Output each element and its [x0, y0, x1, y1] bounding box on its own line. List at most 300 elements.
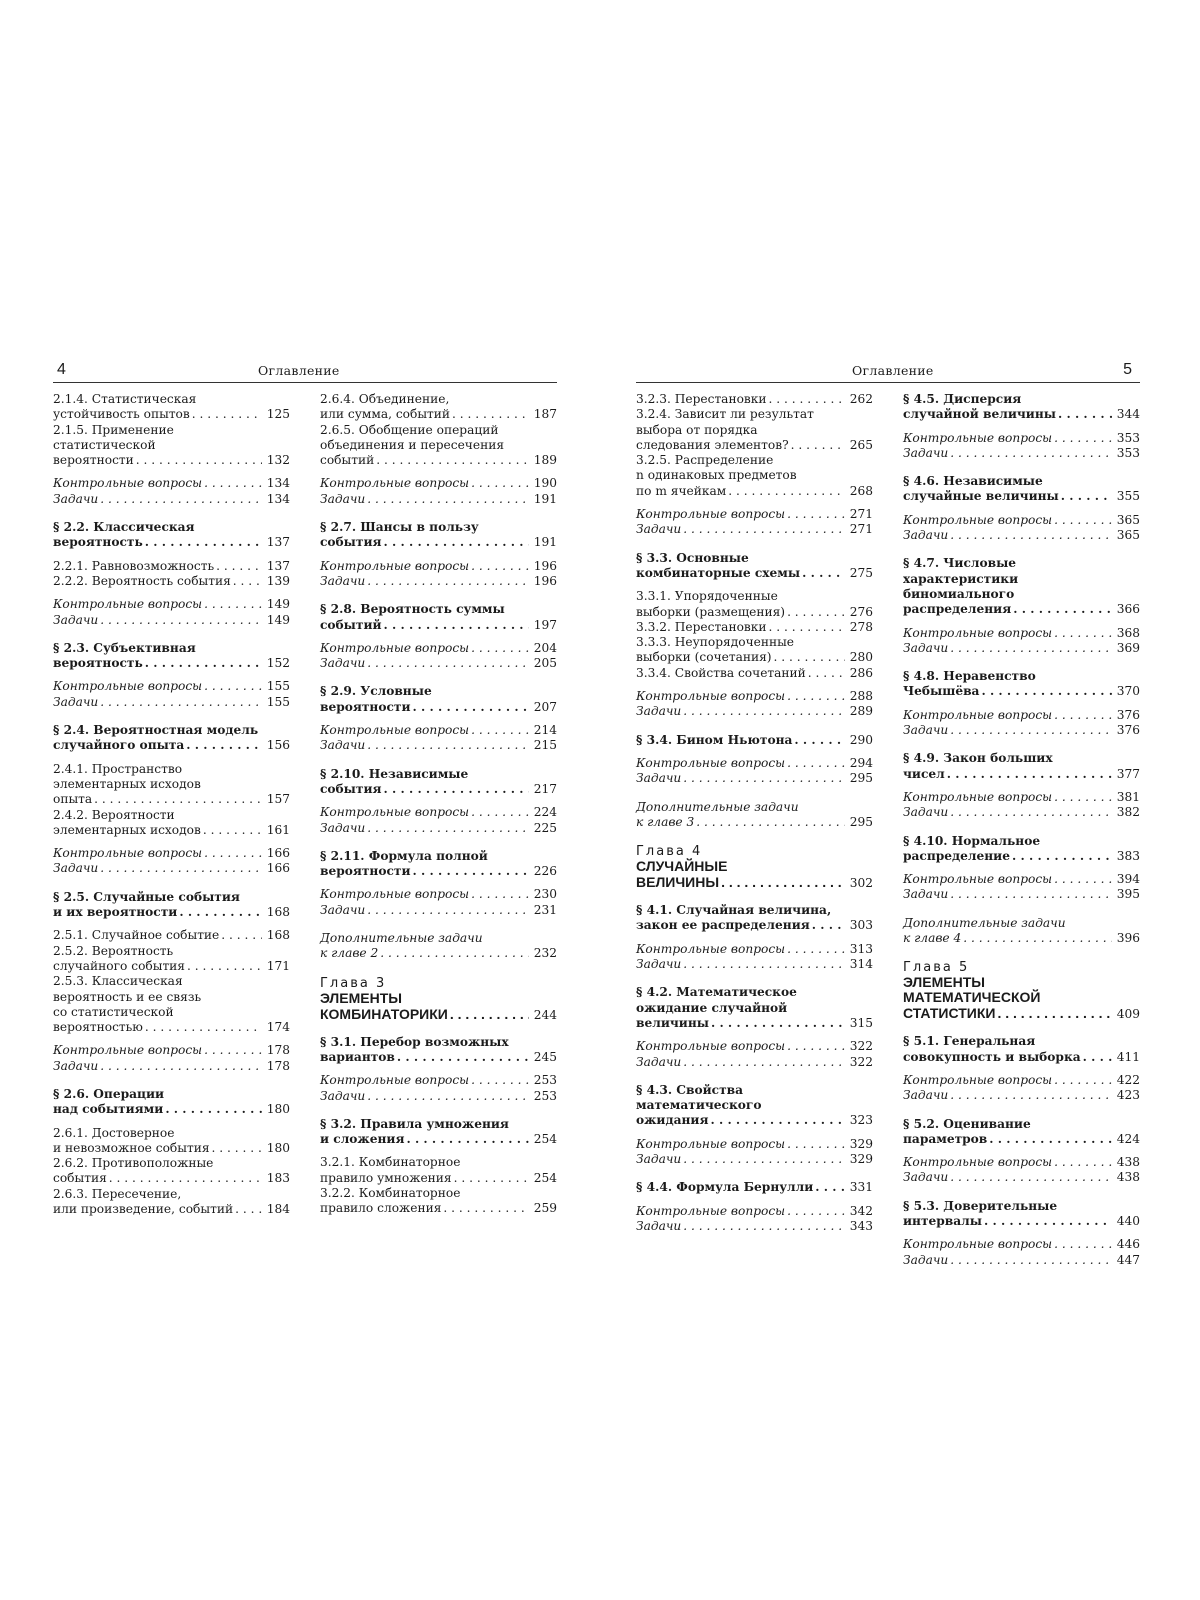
toc-text: опыта	[53, 792, 93, 807]
toc-text: Контрольные вопросы	[53, 1043, 203, 1058]
dot-leader	[413, 864, 530, 879]
toc-line	[53, 738, 290, 753]
toc-text: § 3.3. Основные	[636, 550, 749, 565]
dot-leader	[808, 666, 845, 681]
toc-section	[903, 1117, 1140, 1148]
dot-leader	[471, 887, 529, 902]
toc-exercise-entry	[53, 492, 290, 507]
page-ref: 231	[533, 902, 557, 917]
page-ref: 376	[1116, 723, 1140, 738]
toc-text: § 4.1. Случайная величина,	[636, 903, 832, 918]
page-ref: 156	[266, 738, 290, 753]
page-ref: 184	[266, 1202, 290, 1217]
toc-text: биномиального	[903, 586, 1015, 601]
dot-leader	[812, 918, 845, 933]
dot-leader	[384, 618, 529, 633]
toc-line	[636, 666, 873, 681]
dot-leader	[787, 605, 845, 620]
toc-text: Задачи	[320, 820, 366, 835]
toc-text: по m ячейкам	[636, 483, 727, 498]
dot-leader	[100, 695, 262, 710]
toc-text: n одинаковых предметов	[636, 468, 797, 483]
dot-leader	[1054, 1237, 1112, 1252]
dot-leader	[787, 689, 845, 704]
page-ref: 294	[849, 755, 873, 770]
dot-leader	[204, 679, 262, 694]
toc-line	[53, 574, 290, 589]
toc-line	[903, 872, 1140, 887]
running-title: Оглавление	[852, 363, 934, 378]
toc-line	[53, 679, 290, 694]
dot-leader	[380, 946, 529, 961]
toc-text: 3.2.5. Распределение	[636, 453, 774, 468]
dot-leader	[186, 738, 262, 753]
toc-text: § 2.2. Классическая	[53, 520, 195, 535]
toc-line	[320, 1073, 557, 1088]
page-ref: 383	[1116, 848, 1140, 863]
page-ref: 377	[1116, 766, 1140, 781]
toc-text: 3.3.1. Упорядоченные	[636, 589, 778, 604]
page-ref: 447	[1116, 1252, 1140, 1267]
dot-leader	[443, 1201, 529, 1216]
dot-leader	[683, 1055, 845, 1070]
page-ref: 244	[533, 1007, 557, 1022]
page-ref: 155	[266, 679, 290, 694]
toc-section	[53, 641, 290, 672]
page-ref: 268	[849, 483, 873, 498]
page-ref: 132	[266, 453, 290, 468]
dot-leader	[100, 1059, 262, 1074]
toc-text: § 4.9. Закон больших	[903, 751, 1053, 766]
page-ref: 323	[849, 1113, 873, 1128]
toc-text: случайного события	[53, 958, 185, 973]
toc-text: или произведение, событий	[53, 1202, 234, 1217]
toc-line	[636, 438, 873, 453]
toc-section	[636, 1083, 873, 1129]
page-ref: 191	[533, 535, 557, 550]
dot-leader	[963, 931, 1112, 946]
toc-text: 2.6.2. Противоположные	[53, 1156, 214, 1171]
page-ref: 149	[266, 612, 290, 627]
toc-line	[636, 650, 873, 665]
toc-subsection	[636, 453, 873, 499]
toc-line	[903, 684, 1140, 699]
dot-leader	[710, 1113, 845, 1128]
toc-line	[53, 1202, 290, 1217]
toc-section	[636, 985, 873, 1031]
toc-line	[903, 931, 1140, 946]
page-ref: 365	[1116, 528, 1140, 543]
toc-column	[636, 392, 873, 1268]
toc-line	[636, 507, 873, 522]
toc-line	[53, 453, 290, 468]
toc-exercise-entry	[53, 846, 290, 861]
dot-leader	[1012, 849, 1112, 864]
dot-leader	[100, 861, 262, 876]
toc-text: правило сложения	[320, 1201, 442, 1216]
dot-leader	[791, 438, 845, 453]
toc-section	[320, 602, 557, 633]
toc-section	[320, 1117, 557, 1148]
toc-exercise-entry	[903, 641, 1140, 656]
toc-line	[636, 484, 873, 499]
toc-subsection	[53, 1187, 290, 1218]
page-ref: 289	[849, 704, 873, 719]
dot-leader	[397, 1050, 529, 1065]
chapter-title-line: СЛУЧАЙНЫЕ	[636, 858, 728, 875]
toc-text: выбора от порядка	[636, 422, 758, 437]
dot-leader	[145, 535, 262, 550]
toc-text: элементарных исходов	[53, 822, 201, 837]
dot-leader	[769, 620, 845, 635]
toc-text: величины	[636, 1015, 709, 1030]
toc-text: Дополнительные задачи	[903, 915, 1066, 930]
dot-leader	[235, 1202, 262, 1217]
toc-line	[903, 805, 1140, 820]
toc-section	[320, 1035, 557, 1066]
page-ref: 438	[1116, 1170, 1140, 1185]
toc-text: 2.4.2. Вероятности	[53, 807, 175, 822]
page-ref: 313	[849, 941, 873, 956]
page-ref: 343	[849, 1218, 873, 1233]
dot-leader	[696, 815, 845, 830]
page-ref: 230	[533, 887, 557, 902]
page-ref: 226	[533, 864, 557, 879]
toc-text: § 2.7. Шансы в пользу	[320, 520, 479, 535]
toc-text: вероятности	[53, 453, 134, 468]
page-ref: 329	[849, 1136, 873, 1151]
page-ref: 166	[266, 846, 290, 861]
page-ref: 232	[533, 946, 557, 961]
toc-text: 3.3.4. Свойства сочетаний	[636, 665, 806, 680]
toc-text: 3.2.1. Комбинаторное	[320, 1155, 461, 1170]
toc-subsection	[53, 1156, 290, 1187]
dot-leader	[1054, 1155, 1112, 1170]
toc-text: и невозможное события	[53, 1140, 210, 1155]
page-ref: 394	[1116, 872, 1140, 887]
page-ref: 254	[533, 1170, 557, 1185]
toc-exercise-entry	[903, 1253, 1140, 1268]
page-ref: 171	[266, 958, 290, 973]
page-ref: 409	[1116, 1007, 1140, 1022]
page-ref: 314	[849, 957, 873, 972]
dot-leader	[367, 656, 529, 671]
toc-text: Контрольные вопросы	[903, 625, 1053, 640]
toc-text: Задачи	[53, 694, 99, 709]
toc-text: правило умножения	[320, 1170, 452, 1185]
page-ref: 253	[533, 1088, 557, 1103]
toc-line	[636, 605, 873, 620]
toc-exercise-entry	[636, 957, 873, 972]
toc-text: вероятностью	[53, 1020, 143, 1035]
toc-exercise-entry	[903, 528, 1140, 543]
page-ref: 166	[266, 861, 290, 876]
dot-leader	[471, 1073, 529, 1088]
toc-line	[903, 1132, 1140, 1147]
toc-text: и сложения	[320, 1132, 405, 1147]
toc-line	[903, 887, 1140, 902]
toc-exercise-entry	[53, 613, 290, 628]
page-ref: 225	[533, 820, 557, 835]
toc-line	[636, 1055, 873, 1070]
page-ref: 191	[533, 491, 557, 506]
toc-section	[903, 834, 1140, 865]
page-ref: 190	[533, 476, 557, 491]
toc-text: Чебышёва	[903, 684, 980, 699]
toc-exercise-entry	[53, 597, 290, 612]
page-ref: 259	[533, 1201, 557, 1216]
toc-exercise-entry	[320, 476, 557, 491]
toc-line	[53, 476, 290, 491]
dot-leader	[1054, 513, 1112, 528]
toc-text: объединения и пересечения	[320, 437, 505, 452]
toc-line	[903, 1253, 1140, 1268]
toc-exercise-entry	[320, 1089, 557, 1104]
toc-line	[53, 1043, 290, 1058]
page-ref: 295	[849, 771, 873, 786]
dot-leader	[774, 650, 845, 665]
toc-exercise-entry	[903, 626, 1140, 641]
page-ref: 423	[1116, 1088, 1140, 1103]
chapter-title-line: КОМБИНАТОРИКИ	[320, 1005, 448, 1022]
toc-exercise-entry	[320, 903, 557, 918]
toc-exercise-entry	[53, 1043, 290, 1058]
dot-leader	[1054, 708, 1112, 723]
page-number: 5	[1123, 361, 1132, 378]
toc-text: 2.6.4. Объединение,	[320, 392, 450, 406]
toc-text: комбинаторные схемы	[636, 565, 801, 580]
dot-leader	[787, 1039, 845, 1054]
toc-line	[53, 861, 290, 876]
toc-exercise-entry	[636, 704, 873, 719]
toc-line	[53, 792, 290, 807]
toc-text: Задачи	[320, 738, 366, 753]
toc-text: Контрольные вопросы	[320, 558, 470, 573]
toc-text: 3.3.3. Неупорядоченные	[636, 635, 794, 650]
toc-line	[320, 738, 557, 753]
dot-leader	[683, 957, 845, 972]
toc-text: Задачи	[903, 1252, 949, 1267]
toc-text: закон ее распределения	[636, 918, 810, 933]
page-ref: 224	[533, 805, 557, 820]
toc-line	[320, 1201, 557, 1216]
toc-text: распределение	[903, 848, 1010, 863]
dot-leader	[145, 656, 262, 671]
toc-text: § 3.1. Перебор возможных	[320, 1034, 509, 1049]
dot-leader	[787, 1137, 845, 1152]
toc-text: ожидания	[636, 1113, 709, 1128]
dot-leader	[100, 492, 262, 507]
toc-text: § 3.4. Бином Ньютона	[636, 732, 793, 747]
toc-text: § 4.3. Свойства	[636, 1082, 743, 1097]
toc-line	[903, 708, 1140, 723]
toc-section	[903, 1034, 1140, 1065]
toc-section	[636, 903, 873, 934]
toc-line	[903, 513, 1140, 528]
toc-text: 2.6.5. Обобщение операций	[320, 422, 499, 437]
page-ref: 180	[266, 1140, 290, 1155]
toc-subsection	[636, 620, 873, 635]
page-ref: 152	[266, 656, 290, 671]
toc-text: § 5.2. Оценивание	[903, 1116, 1031, 1131]
dot-leader	[950, 528, 1112, 543]
toc-text: Контрольные вопросы	[53, 679, 203, 694]
toc-text: Контрольные вопросы	[636, 689, 786, 704]
page-ref: 155	[266, 694, 290, 709]
toc-text: устойчивость опытов	[53, 407, 190, 422]
toc-text: вероятности	[320, 699, 411, 714]
page-ref: 207	[533, 699, 557, 714]
toc-section	[903, 1199, 1140, 1230]
dot-leader	[815, 1180, 845, 1195]
dot-leader	[203, 823, 262, 838]
page-ref: 168	[266, 905, 290, 920]
page-ref: 353	[1116, 445, 1140, 460]
dot-leader	[787, 1204, 845, 1219]
dot-leader	[1083, 1050, 1112, 1065]
toc-subsection	[636, 666, 873, 681]
toc-line	[53, 959, 290, 974]
toc-columns	[636, 392, 1140, 1268]
page-ref: 197	[533, 617, 557, 632]
dot-leader	[204, 1043, 262, 1058]
toc-text: параметров	[903, 1131, 988, 1146]
toc-line	[53, 905, 290, 920]
toc-exercise-entry	[53, 476, 290, 491]
chapter-heading	[903, 960, 1140, 1021]
dot-leader	[204, 597, 262, 612]
dot-leader	[950, 1170, 1112, 1185]
toc-line	[320, 1132, 557, 1147]
page-ref: 178	[266, 1058, 290, 1073]
toc-text: к главе 4	[903, 931, 962, 946]
toc-line	[320, 1006, 557, 1022]
dot-leader	[454, 1171, 529, 1186]
toc-text: Задачи	[636, 522, 682, 537]
toc-line	[53, 695, 290, 710]
toc-exercise-entry	[903, 1237, 1140, 1252]
toc-exercise-entry	[636, 800, 873, 831]
chapter-label: Глава 5	[903, 960, 970, 976]
page-ref: 396	[1116, 931, 1140, 946]
toc-exercise-entry	[320, 805, 557, 820]
dot-leader	[1061, 489, 1112, 504]
toc-text: Задачи	[53, 1058, 99, 1073]
dot-leader	[367, 821, 529, 836]
toc-line	[53, 928, 290, 943]
toc-line	[320, 887, 557, 902]
dot-leader	[204, 476, 262, 491]
toc-line	[320, 805, 557, 820]
toc-text: Задачи	[636, 1151, 682, 1166]
toc-text: 3.2.2. Комбинаторное	[320, 1185, 461, 1200]
page-ref: 137	[266, 535, 290, 550]
toc-line	[320, 723, 557, 738]
toc-subsection	[53, 944, 290, 975]
dot-leader	[367, 903, 529, 918]
toc-line	[636, 874, 873, 890]
toc-line	[636, 522, 873, 537]
toc-text: § 2.11. Формула полной	[320, 848, 488, 863]
page-ref: 438	[1116, 1155, 1140, 1170]
toc-line	[53, 535, 290, 550]
toc-line	[903, 1073, 1140, 1088]
toc-line	[320, 641, 557, 656]
toc-exercise-entry	[320, 656, 557, 671]
dot-leader	[1054, 1073, 1112, 1088]
toc-exercise-entry	[320, 821, 557, 836]
toc-line	[636, 957, 873, 972]
toc-text: Контрольные вопросы	[903, 1237, 1053, 1252]
toc-subsection	[636, 635, 873, 666]
toc-line	[903, 790, 1140, 805]
toc-exercise-entry	[636, 756, 873, 771]
toc-text: 2.4.1. Пространство	[53, 761, 183, 776]
page-ref: 329	[849, 1151, 873, 1166]
toc-text: событий	[320, 453, 375, 468]
dot-leader	[787, 507, 845, 522]
toc-line	[53, 1171, 290, 1186]
toc-line	[903, 626, 1140, 641]
chapter-title-line: ВЕЛИЧИНЫ	[636, 874, 720, 891]
dot-leader	[376, 453, 529, 468]
toc-exercise-entry	[636, 942, 873, 957]
dot-leader	[109, 1171, 262, 1186]
toc-exercise-entry	[320, 931, 557, 962]
toc-subsection	[53, 974, 290, 1035]
dot-leader	[471, 805, 529, 820]
toc-exercise-entry	[53, 679, 290, 694]
toc-text: Контрольные вопросы	[903, 1155, 1053, 1170]
page-ref: 168	[266, 928, 290, 943]
page-ref: 214	[533, 723, 557, 738]
dot-leader	[452, 407, 529, 422]
toc-columns	[53, 392, 557, 1217]
toc-line	[320, 559, 557, 574]
toc-line	[53, 613, 290, 628]
dot-leader	[950, 887, 1112, 902]
toc-line	[53, 656, 290, 671]
toc-line	[636, 942, 873, 957]
toc-line	[903, 431, 1140, 446]
toc-line	[903, 723, 1140, 738]
page-ref: 342	[849, 1203, 873, 1218]
page-ref: 295	[849, 814, 873, 829]
toc-text: вероятность	[53, 535, 143, 550]
page-ref: 275	[849, 565, 873, 580]
toc-text: § 2.4. Вероятностная модель	[53, 723, 259, 738]
dot-leader	[794, 733, 845, 748]
dot-leader	[471, 476, 529, 491]
toc-text: статистической	[53, 437, 156, 452]
toc-section	[320, 849, 557, 880]
toc-line	[320, 700, 557, 715]
toc-line	[320, 903, 557, 918]
chapter-label: Глава 3	[320, 975, 387, 991]
page-number: 4	[57, 361, 66, 378]
page-ref: 395	[1116, 887, 1140, 902]
toc-line	[53, 597, 290, 612]
toc-line	[320, 407, 557, 422]
toc-exercise-entry	[903, 805, 1140, 820]
dot-leader	[997, 1005, 1112, 1021]
toc-text: Контрольные вопросы	[320, 1073, 470, 1088]
dot-leader	[204, 846, 262, 861]
toc-line	[636, 1016, 873, 1031]
toc-text: Задачи	[320, 902, 366, 917]
toc-subsection	[320, 1186, 557, 1217]
page-ref: 265	[849, 437, 873, 452]
